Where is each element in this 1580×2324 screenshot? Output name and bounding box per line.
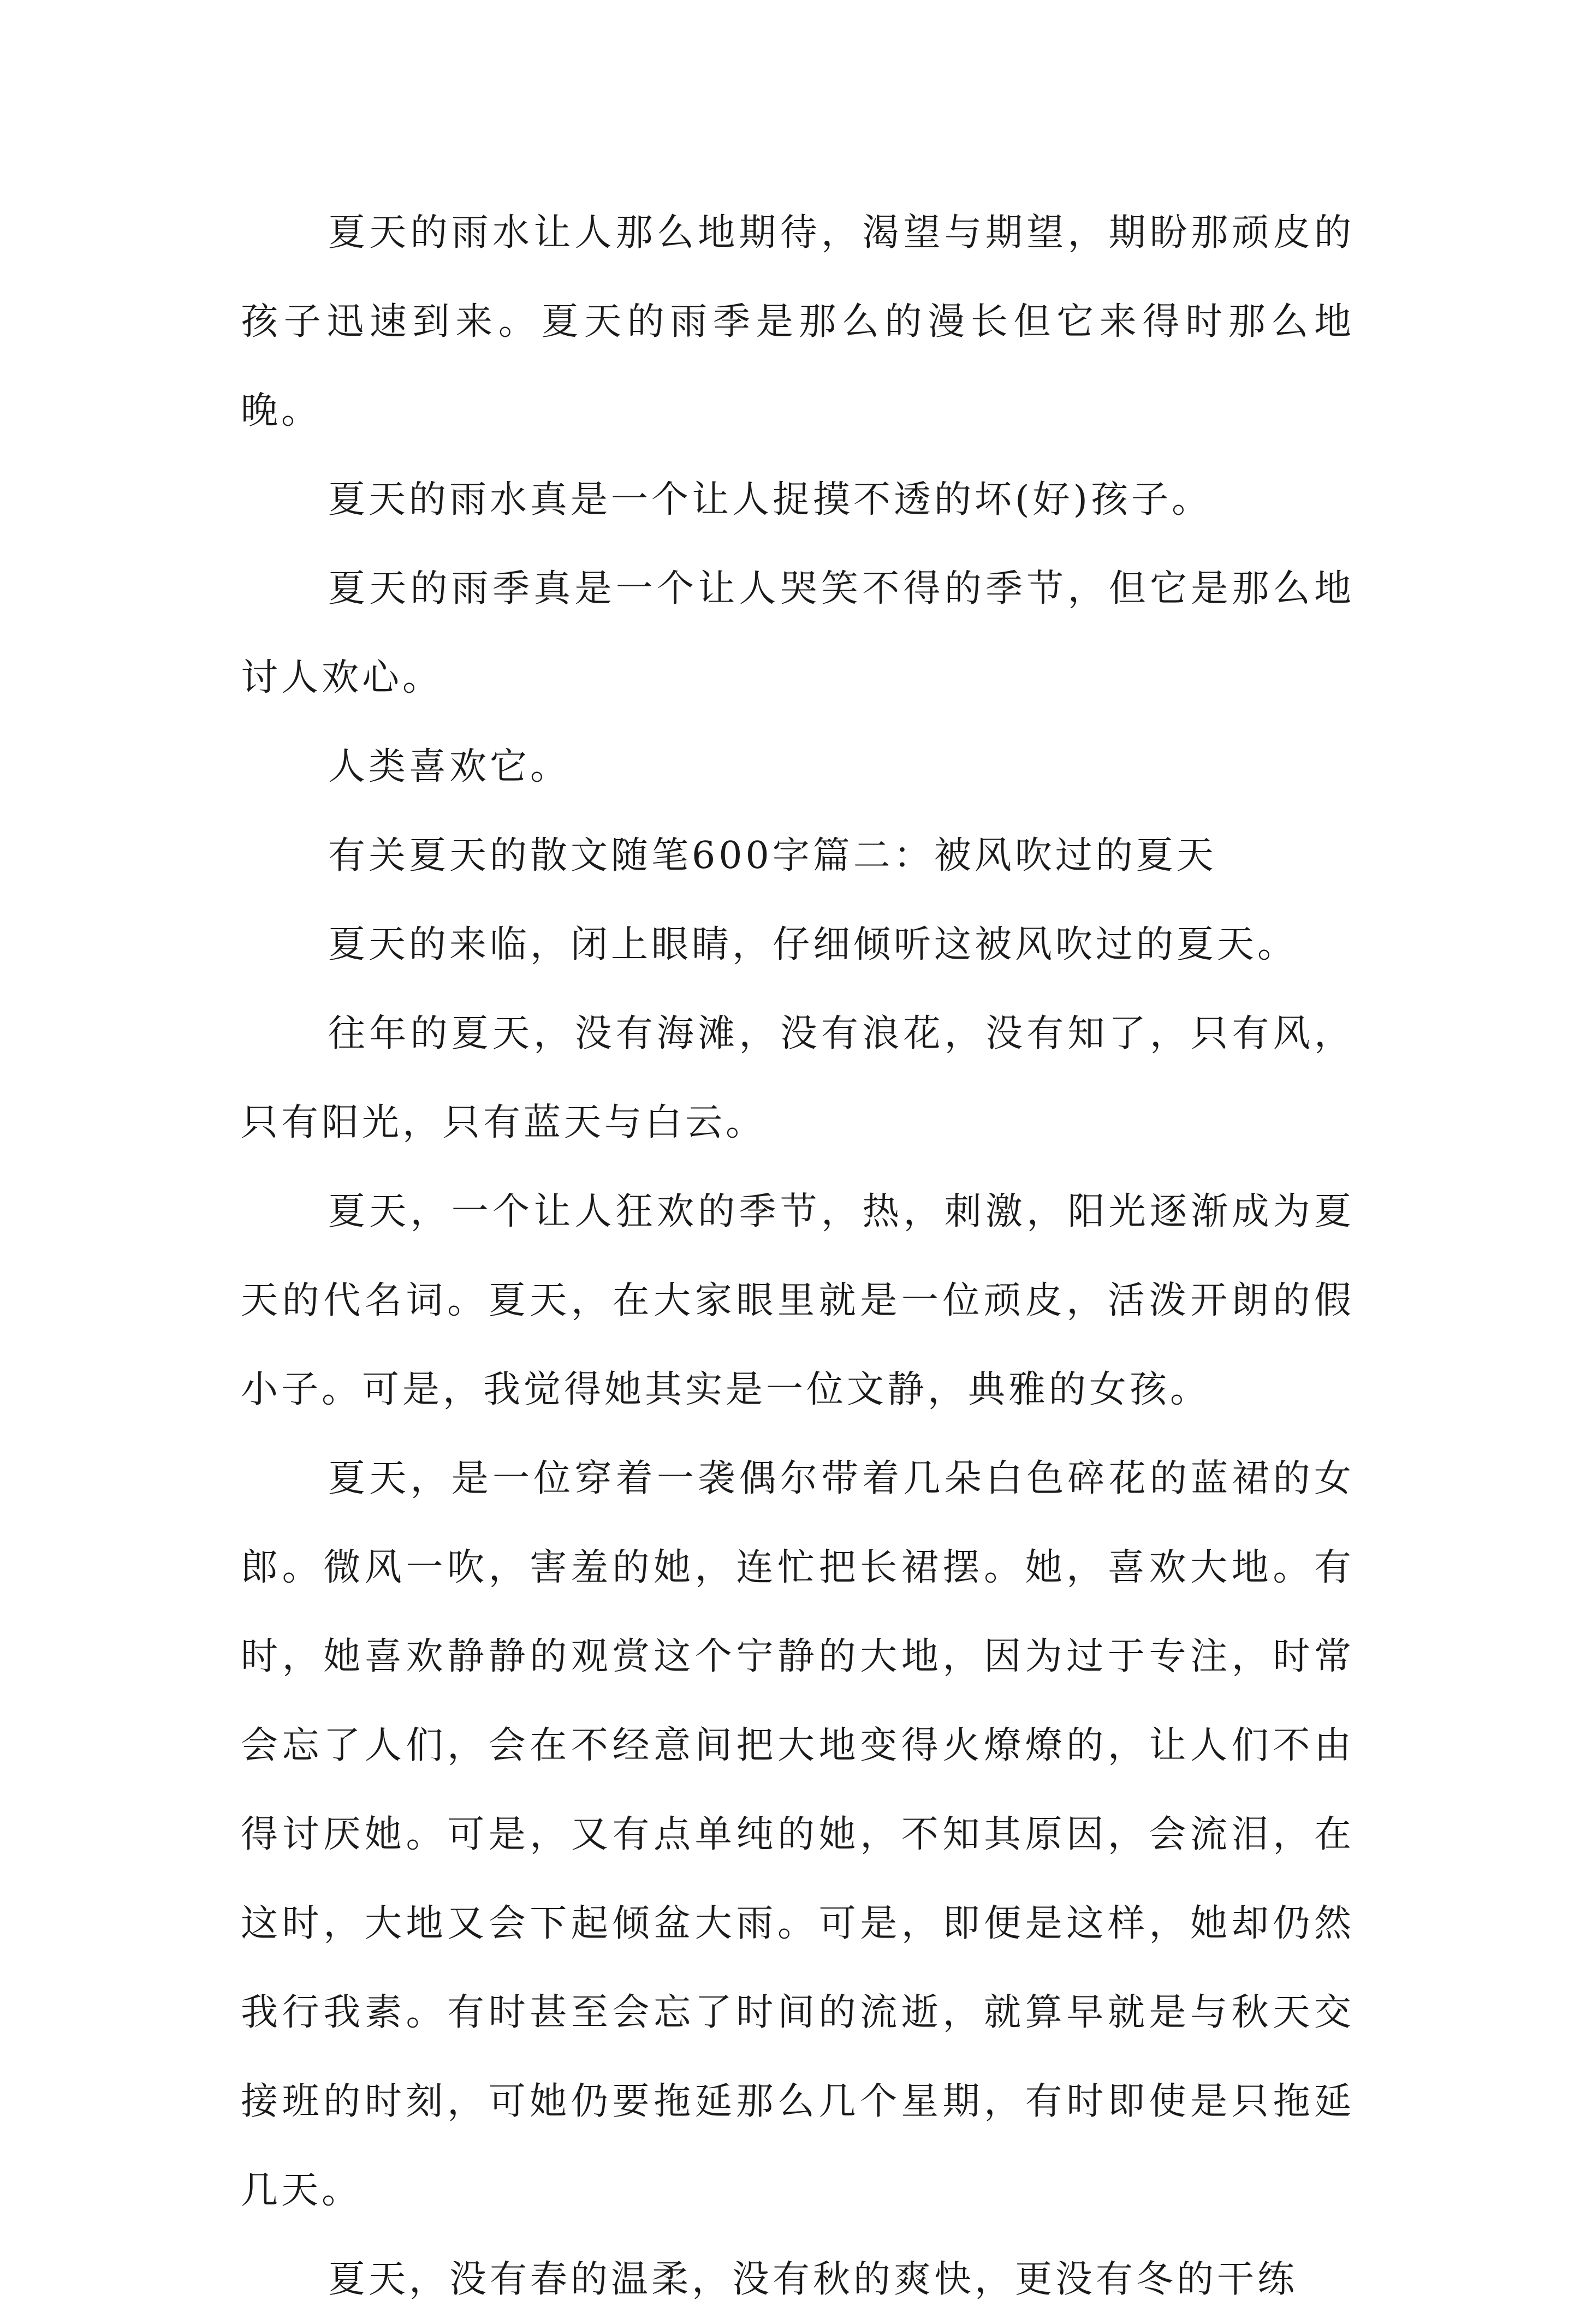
paragraph-8: 夏天，一个让人狂欢的季节，热，刺激，阳光逐渐成为夏天的代名词。夏天，在大家眼里就是一位顽皮，活泼开朗的假小子。可是，我觉得她其实是一位文静，典雅的女孩。 <box>241 1190 1355 1411</box>
paragraph-3: 夏天的雨季真是一个让人哭笑不得的季节，但它是那么地讨人欢心。 <box>241 567 1355 699</box>
paragraph-4: 人类喜欢它。 <box>328 745 571 788</box>
paragraph-9: 夏天，是一位穿着一袭偶尔带着几朵白色碎花的蓝裙的女郎。微风一吹，害羞的她，连忙把长裙摆。她，喜欢大地。有时，她喜欢静静的观赏这个宁静的大地，因为过于专注，时常会忘了人们，会在不经意间把大地变得火燎燎的，让人们不由得讨厌她。可是，又有点单纯的她，不知其原因，会流泪，在这时，大地又会下起倾盆大雨。可是，即便是这样，她却仍然我行我素。有时甚至会忘了时间的流逝，就算早就是与秋天交接班的时刻，可她仍要拖延那么几个星期，有时即使是只拖延几天。 <box>241 1457 1355 2212</box>
paragraph-1: 夏天的雨水让人那么地期待，渴望与期望，期盼那顽皮的孩子迅速到来。夏天的雨季是那么的漫长但它来得时那么地晚。 <box>241 211 1355 432</box>
document-body <box>241 188 1355 2324</box>
section-heading: 有关夏天的散文随笔600字篇二：被风吹过的夏天 <box>328 834 1217 877</box>
paragraph-7: 往年的夏天，没有海滩，没有浪花，没有知了，只有风，只有阳光，只有蓝天与白云。 <box>241 1012 1355 1144</box>
paragraph-6: 夏天的来临，闭上眼睛，仔细倾听这被风吹过的夏天。 <box>328 923 1298 966</box>
paragraph-2: 夏天的雨水真是一个让人捉摸不透的坏(好)孩子。 <box>328 478 1213 521</box>
paragraph-10: 夏天，没有春的温柔，没有秋的爽快，更没有冬的干练 <box>328 2258 1298 2301</box>
